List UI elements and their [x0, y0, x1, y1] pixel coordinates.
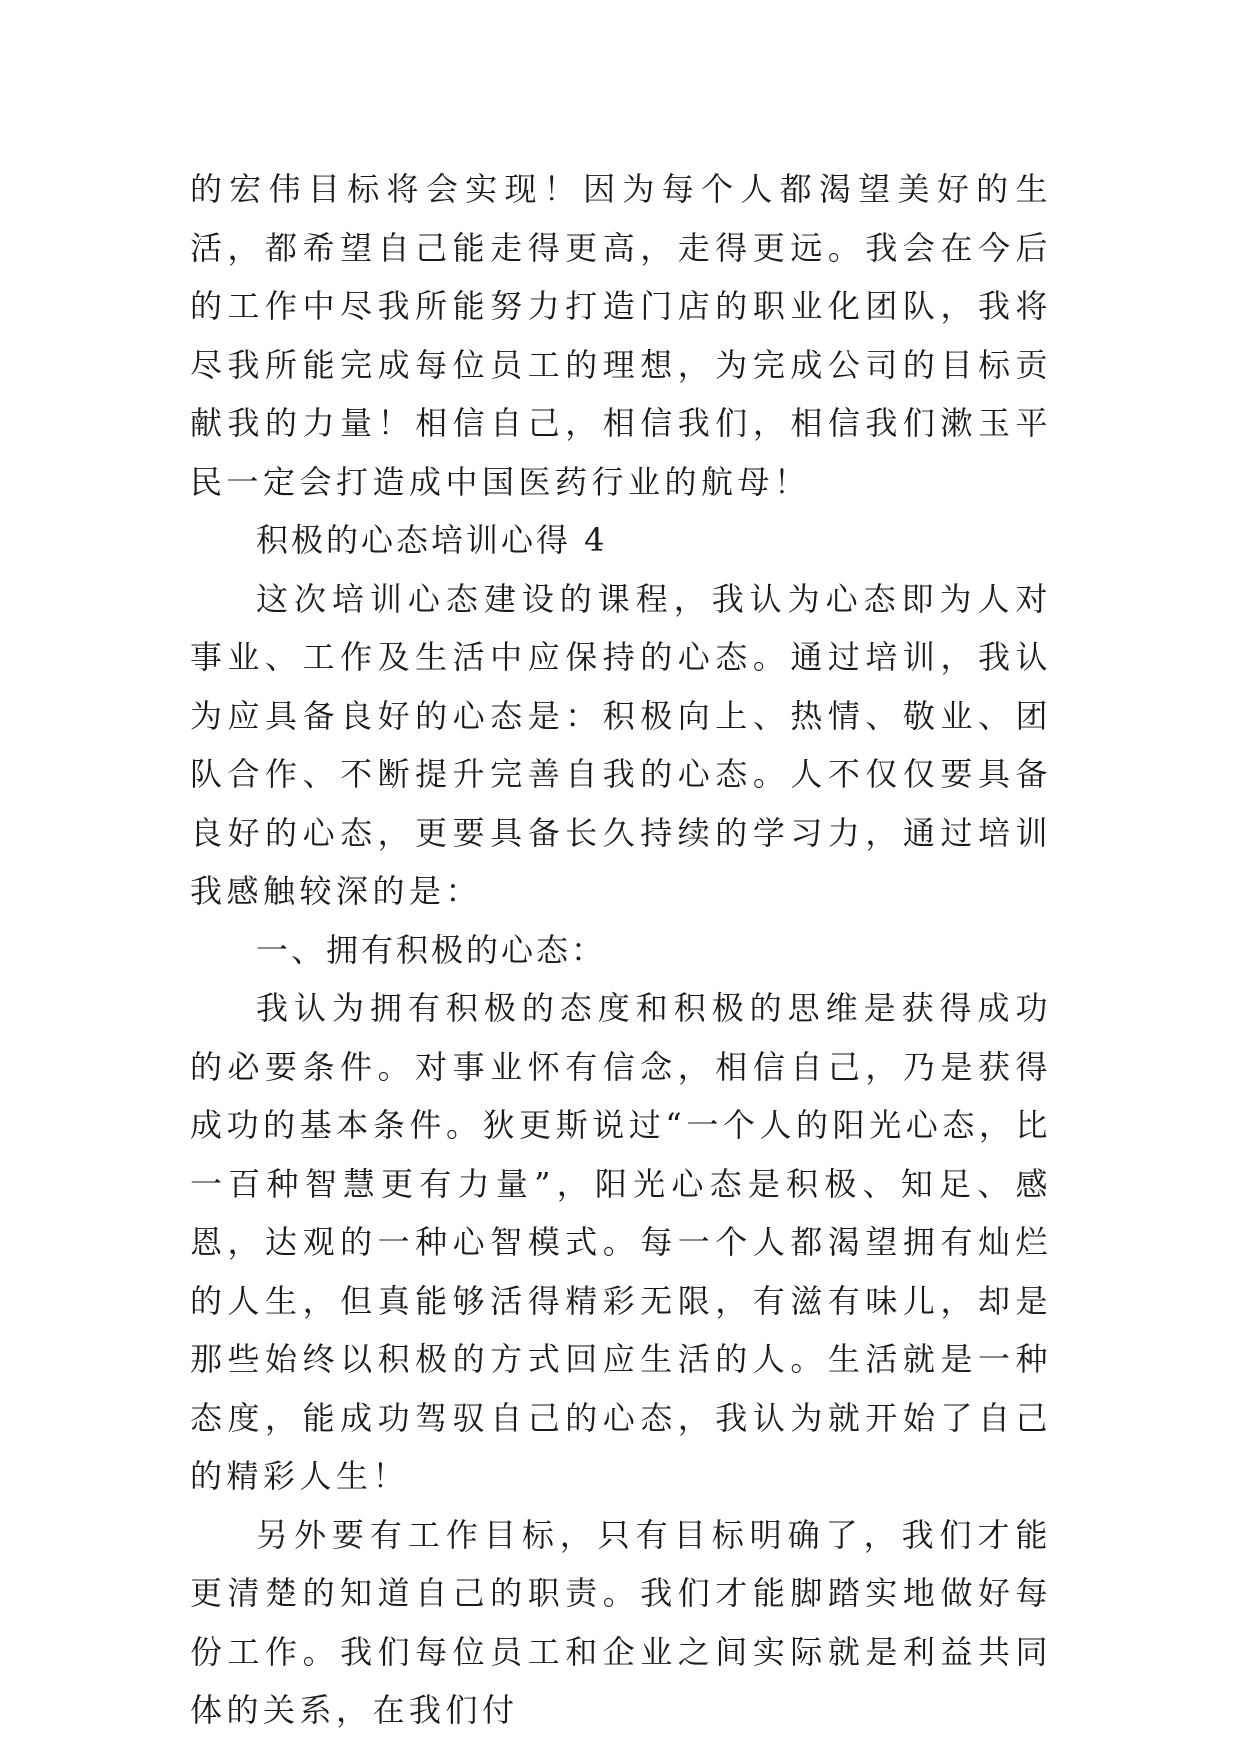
paragraph-intro: 这次培训心态建设的课程，我认为心态即为人对事业、工作及生活中应保持的心态。通过培训，我认为应具备良好的心态是：积极向上、热情、敬业、团队合作、不断提升完善自我的心态。人不仅仅要具备良好的心态，更要具备长久持续的学习力，通过培训我感触较深的是： [190, 579, 1052, 910]
paragraph-work-goals: 另外要有工作目标，只有目标明确了，我们才能更清楚的知道自己的职责。我们才能脚踏实地做好每份工作。我们每位员工和企业之间实际就是利益共同体的关系，在我们付 [190, 1515, 1052, 1729]
paragraph-continuation: 的宏伟目标将会实现！因为每个人都渴望美好的生活，都希望自己能走得更高，走得更远。我会在今后的工作中尽我所能努力打造门店的职业化团队，我将尽我所能完成每位员工的理想，为完成公司的目标贡献我的力量！相信自己，相信我们，相信我们漱玉平民一定会打造成中国医药行业的航母！ [190, 170, 1052, 501]
paragraph-positive-attitude: 我认为拥有积极的态度和积极的思维是获得成功的必要条件。对事业怀有信念，相信自己，乃是获得成功的基本条件。狄更斯说过“一个人的阳光心态，比一百种智慧更有力量”，阳光心态是积极、知足、感恩，达观的一种心智模式。每一个人都渴望拥有灿烂的人生，但真能够活得精彩无限，有滋有味儿，却是那些始终以积极的方式回应生活的人。生活就是一种态度，能成功驾驭自己的心态，我认为就开始了自己的精彩人生！ [190, 989, 1052, 1495]
section-heading: 积极的心态培训心得 4 [256, 521, 608, 559]
subheading-positive-mindset: 一、拥有积极的心态： [256, 930, 607, 969]
document-body [190, 160, 1052, 1740]
